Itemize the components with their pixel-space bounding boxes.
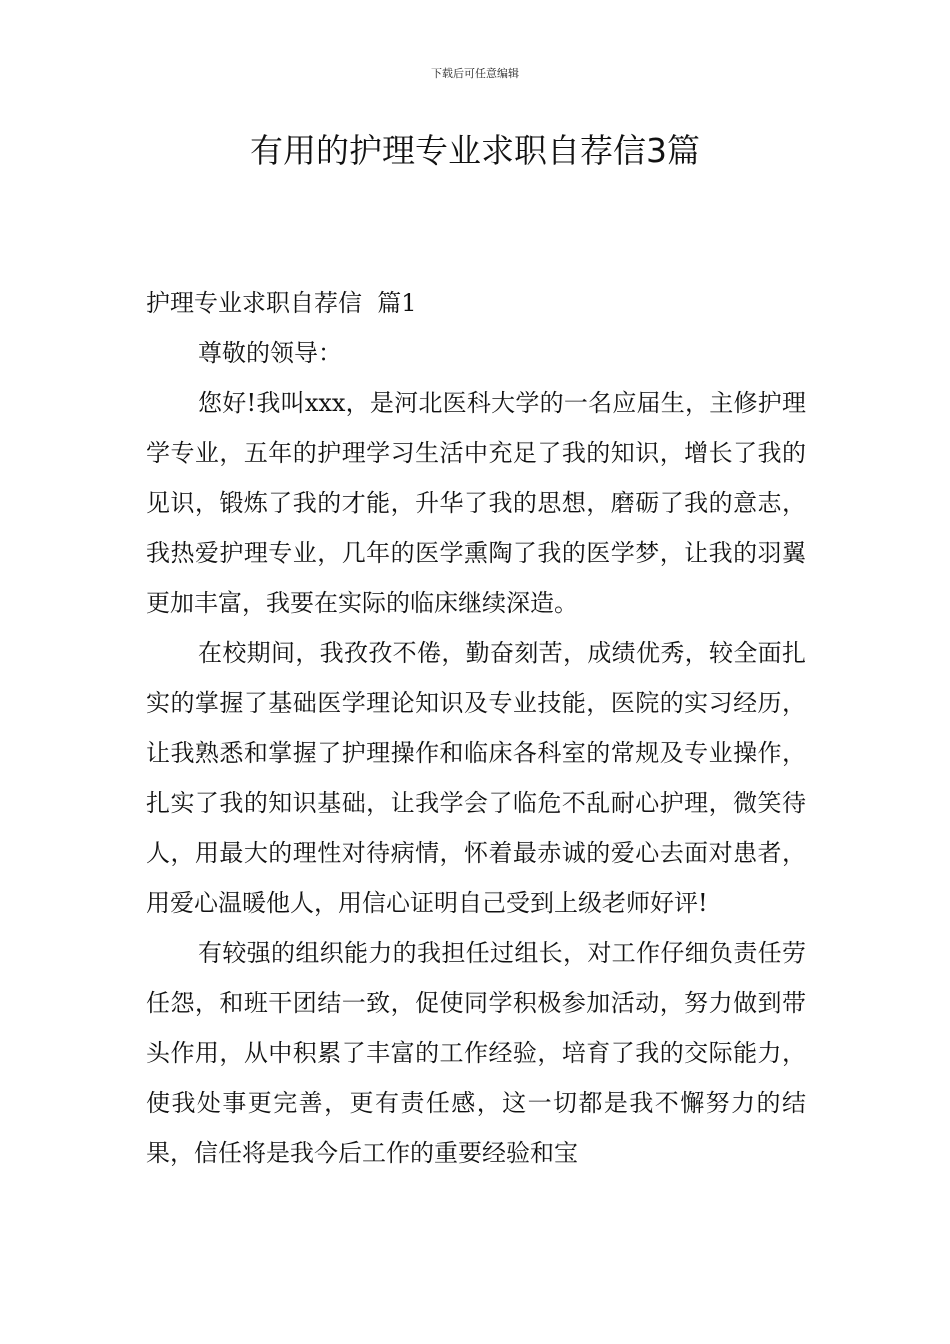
salutation: 尊敬的领导： xyxy=(198,339,342,367)
header-note: 下载后可任意编辑 xyxy=(431,67,519,80)
document-title: 有用的护理专业求职自荐信3篇 xyxy=(250,131,700,170)
body-paragraph: 您好!我叫xxx，是河北医科大学的一名应届生，主修护理学专业，五年的护理学习生活中充足了我的知识，增长了我的见识，锻炼了我的才能，升华了我的思想，磨砺了我的意志，我热爱护理专业，几年的医学熏陶了我的医学梦，让我的羽翼更加丰富，我要在实际的临床继续深造。 xyxy=(146,389,806,617)
section-heading: 护理专业求职自荐信 篇1 xyxy=(146,289,417,317)
document-body xyxy=(146,278,806,1178)
body-paragraph: 有较强的组织能力的我担任过组长，对工作仔细负责任劳任怨，和班干团结一致，促使同学积极参加活动，努力做到带头作用，从中积累了丰富的工作经验，培育了我的交际能力，使我处事更完善，更有责任感，这一切都是我不懈努力的结果，信任将是我今后工作的重要经验和宝 xyxy=(146,939,806,1167)
body-paragraph: 在校期间，我孜孜不倦，勤奋刻苦，成绩优秀，较全面扎实的掌握了基础医学理论知识及专业技能，医院的实习经历，让我熟悉和掌握了护理操作和临床各科室的常规及专业操作，扎实了我的知识基础，让我学会了临危不乱耐心护理，微笑待人，用最大的理性对待病情，怀着最赤诚的爱心去面对患者，用爱心温暖他人，用信心证明自己受到上级老师好评! xyxy=(146,639,806,917)
